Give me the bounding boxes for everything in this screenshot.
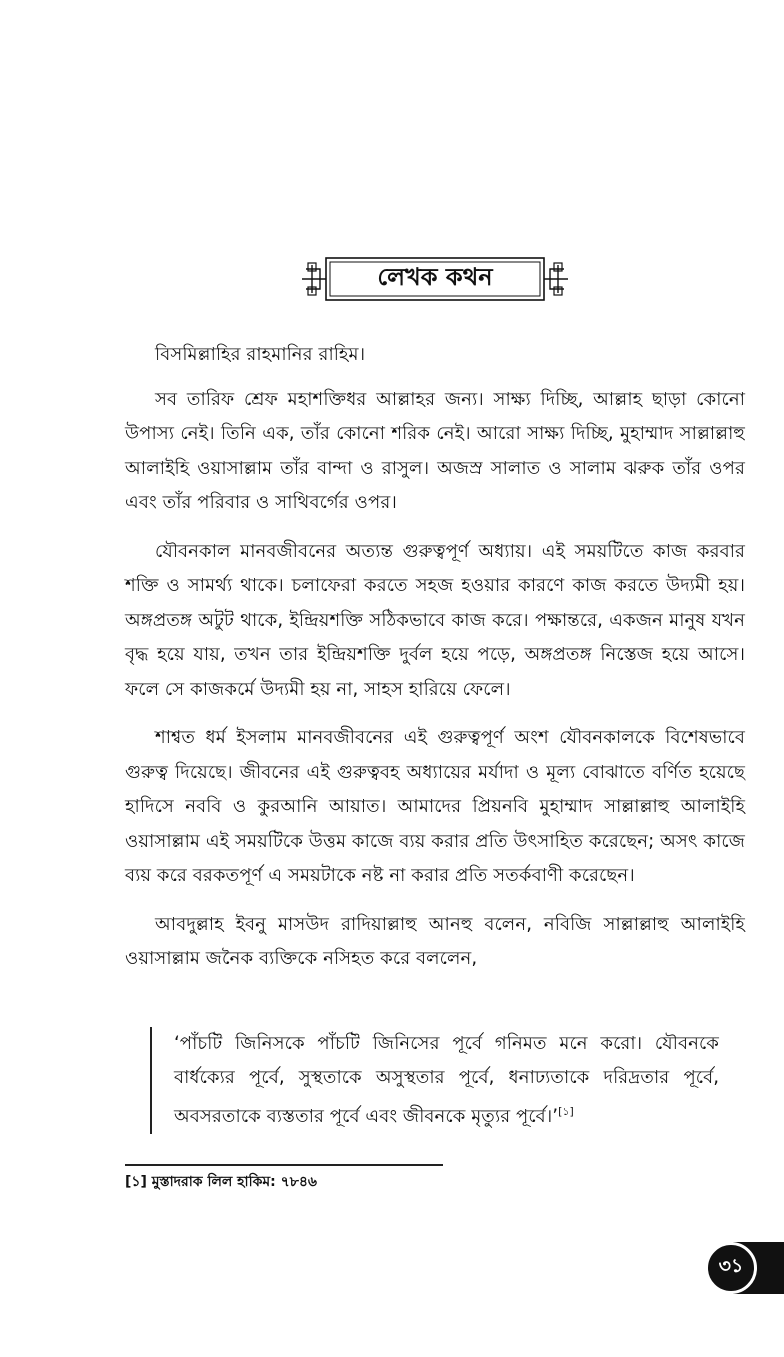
body-text	[125, 338, 745, 991]
hadith-quote	[150, 1027, 719, 1134]
paragraph-bismillah: বিসমিল্লাহির রাহমানির রাহিম।	[155, 344, 366, 365]
page-number: ৩১	[705, 1242, 757, 1294]
paragraph: আবদুল্লাহ ইবনু মাসউদ রাদিয়াল্লাহু আনহু বলেন, নবিজি সাল্লাল্লাহু আলাইহি ওয়াসাল্লাম জনৈক ব্যক্তিকে নসিহত করে বললেন,	[125, 913, 745, 969]
footnote-ref: [১]	[558, 1105, 574, 1118]
paragraph: যৌবনকাল মানবজীবনের অত্যন্ত গুরুত্বপূর্ণ অধ্যায়। এই সময়টিতে কাজ করবার শক্তি ও সামর্থ্য থাকে। চলাফেরা করতে সহজ হওয়ার কারণে কাজ করতে উদ্যমী হয়। অঙ্গপ্রতঙ্গ অটুট থাকে, ইন্দ্রিয়শক্তি সঠিকভাবে কাজ করে। পক্ষান্তরে, একজন মানুষ যখন বৃদ্ধ হয়ে যায়, তখন তার ইন্দ্রিয়শক্তি দুর্বল হয়ে পড়ে, অঙ্গপ্রতঙ্গ নিস্তেজ হয়ে আসে। ফলে সে কাজকর্মে উদ্যমী হয় না, সাহস হারিয়ে ফেলে।	[125, 540, 745, 700]
footnote: [১] মুস্তাদরাক লিল হাকিম: ৭৮৪৬	[125, 1174, 318, 1190]
quote-text: ‘পাঁচটি জিনিসকে পাঁচটি জিনিসের পূর্বে গনিমত মনে করো। যৌবনকে বার্ধক্যের পূর্বে, সুস্থতাকে অসুস্থতার পূর্বে, ধনাঢ্যতাকে দরিদ্রতার পূর্বে, অবসরতাকে ব্যস্ততার পূর্বে এবং জীবনকে মৃত্যুর পূর্বে।’	[174, 1033, 719, 1128]
chapter-heading	[300, 255, 570, 303]
paragraph: সব তারিফ শ্রেফ মহাশক্তিধর আল্লাহর জন্য। সাক্ষ্য দিচ্ছি, আল্লাহ ছাড়া কোনো উপাস্য নেই। তিনি এক, তাঁর কোনো শরিক নেই। আরো সাক্ষ্য দিচ্ছি, মুহাম্মাদ সাল্লাল্লাহু আলাইহি ওয়াসাল্লাম তাঁর বান্দা ও রাসুল। অজস্র সালাত ও সালাম ঝরুক তাঁর ওপর এবং তাঁর পরিবার ও সাথিবর্গের ওপর।	[125, 388, 745, 513]
footnote-divider	[125, 1164, 443, 1166]
paragraph: শাশ্বত ধর্ম ইসলাম মানবজীবনের এই গুরুত্বপূর্ণ অংশ যৌবনকালকে বিশেষভাবে গুরুত্ব দিয়েছে। জীবনের এই গুরুত্ববহ অধ্যায়ের মর্যাদা ও মূল্য বোঝাতে বর্ণিত হয়েছে হাদিসে নববি ও কুরআনি আয়াত। আমাদের প্রিয়নবি মুহাম্মাদ সাল্লাল্লাহু আলাইহি ওয়াসাল্লাম এই সময়টিকে উত্তম কাজে ব্যয় করার প্রতি উৎসাহিত করেছেন; অসৎ কাজে ব্যয় করে বরকতপূর্ণ এ সময়টাকে নষ্ট না করার প্রতি সতর্কবাণী করেছেন।	[125, 727, 745, 886]
page-number-tab	[705, 1242, 784, 1294]
page-title: লেখক কথন	[377, 263, 493, 291]
